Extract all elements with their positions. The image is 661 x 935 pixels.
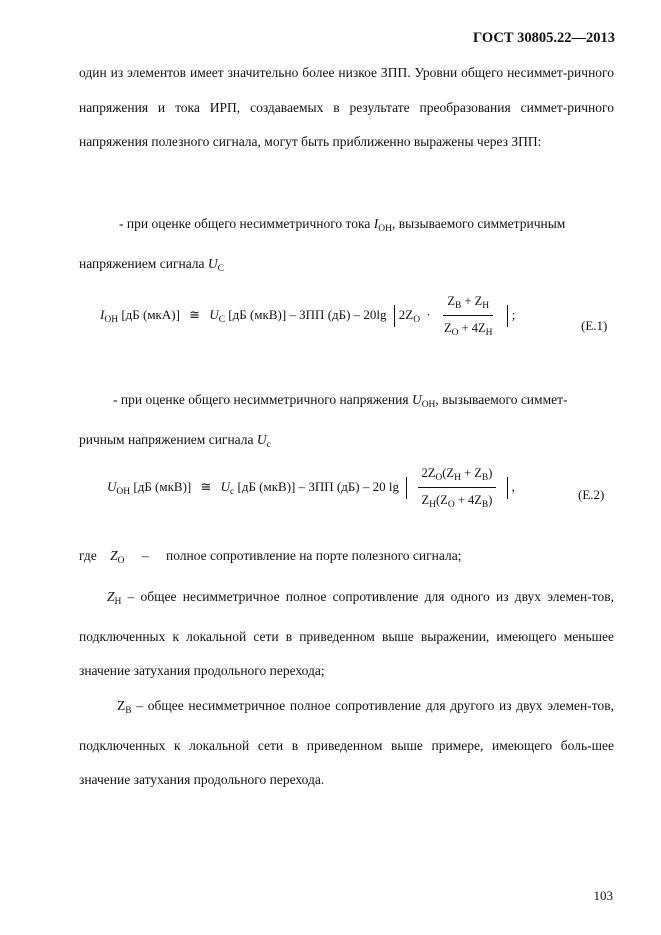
where-z0-sub: O (117, 556, 125, 566)
zh-text: – общее несимметричное полное сопротивление для одного из двух элемен-тов, подключенных к локальной сети в приведенном выше выражении, имеющего меньшее значение затухания продольного перехода; (79, 589, 614, 678)
eq2-numerator (418, 466, 497, 488)
case2-line2-text: ричным напряжением сигнала (79, 431, 257, 447)
eq2-num-sub2: Н (454, 473, 461, 483)
equation-e2 (107, 466, 515, 510)
eq1-u-sub: С (218, 314, 226, 325)
where-line (79, 548, 462, 566)
eq2-den-a: Z (421, 493, 430, 507)
eq1-abs-close (507, 305, 508, 327)
eq1-pre: 2Z (398, 306, 414, 322)
eq2-den-b: (Z (436, 493, 448, 507)
document-header: ГОСТ 30805.22—2013 (473, 30, 615, 46)
case1-line2 (79, 247, 224, 287)
zh-definition-text (79, 580, 614, 689)
zh-definition (79, 580, 614, 689)
where-label: где (79, 548, 97, 563)
eq1-denominator (440, 316, 497, 338)
case2-line2 (79, 423, 271, 463)
eq1-num-mid: + Z (461, 294, 483, 308)
eq2-num-sub1: O (435, 473, 443, 483)
eq1-u-unit: [дБ (мкВ)] – ЗПП (дБ) – 20lg (228, 306, 387, 322)
eq1-num-sub1: В (455, 301, 462, 311)
zv-definition-text (79, 689, 614, 798)
eq2-u-sub: с (230, 486, 235, 497)
zv-sub: В (125, 706, 132, 716)
eq1-lhs-unit: [дБ (мкА)] (121, 306, 180, 322)
eq2-num-a: 2Z (421, 466, 436, 480)
case1-tail: , вызываемого симметричным (391, 216, 566, 231)
eq2-num-sub3: В (481, 473, 489, 483)
case2-symbol-sub: ОН (421, 400, 436, 410)
eq1-number: (Е.1) (581, 318, 608, 333)
where-z0-desc: полное сопротивление на порте полезного сигнала; (166, 548, 462, 563)
case2-lead: - при оценке общего несимметричного напряжения (113, 392, 412, 407)
eq1-fraction (440, 294, 497, 338)
zh-sub: Н (114, 597, 122, 607)
eq1-den-sub2: Н (485, 328, 493, 338)
eq1-approx: ≅ (189, 306, 201, 322)
case1-line2-symbol: U (207, 255, 218, 271)
eq1-num-z: Z (447, 294, 455, 308)
eq1-lhs-sub: ОН (104, 314, 119, 325)
eq1-den-sub1: O (451, 328, 459, 338)
eq1-u-symbol: U (209, 306, 219, 322)
paragraph-intro (79, 56, 614, 160)
eq1-lhs-symbol: I (100, 306, 105, 322)
case1-line2-sub: С (217, 263, 225, 274)
case2-line2-symbol: U (256, 431, 267, 447)
eq2-den-sub3: В (481, 500, 489, 510)
case1-symbol-sub: ОН (378, 224, 392, 234)
eq2-u-symbol: U (220, 478, 231, 494)
case1-symbol: I (373, 216, 379, 231)
case2-tail: , вызываемого симмет- (435, 392, 568, 407)
eq1-num-sub2: Н (482, 301, 490, 311)
eq1-den-mid: + 4Z (458, 321, 486, 335)
where-dash: – (141, 548, 149, 563)
zv-text: – общее несимметричное полное сопротивление для другого из двух элемен-тов, подключенных к локальной сети в приведенном выше примере, имеющего боль-шее значение затухания продольного перехода. (79, 698, 614, 787)
where-z0: Z (110, 548, 118, 563)
paragraph-intro-text: один из элементов имеет значительно более низкое ЗПП. Уровни общего несиммет-ричного напряжения и тока ИРП, создаваемых в результате преобразования симмет-ричного напряжения полезного сигнала, могут быть приближенно выражены через ЗПП: (79, 65, 614, 149)
case2-line2-sub: с (266, 439, 271, 450)
eq2-number: (Е.2) (578, 487, 605, 502)
eq2-lhs-unit: [дБ (мкВ)] (133, 478, 192, 494)
eq2-denominator (418, 488, 497, 510)
eq2-end: , (511, 478, 515, 494)
eq2-abs-close (507, 477, 508, 499)
eq1-abs-open (394, 305, 395, 327)
eq2-den-sub1: Н (429, 500, 437, 510)
case1-lead: - при оценке общего несимметричного тока (119, 216, 374, 231)
eq1-numerator (443, 294, 493, 316)
eq2-u-unit: [дБ (мкВ)] – ЗПП (дБ) – 20 lg (237, 478, 399, 494)
case1-line2-text: напряжением сигнала (79, 255, 208, 271)
eq2-den-c: + 4Z (454, 493, 482, 507)
zv-symbol: Z (117, 698, 126, 713)
eq2-lhs-symbol: U (107, 478, 117, 494)
page-number: 103 (593, 888, 613, 903)
eq1-end: ; (511, 306, 516, 322)
eq2-approx: ≅ (200, 478, 212, 494)
eq2-num-c: + Z (460, 466, 482, 480)
case1-paragraph (79, 207, 614, 286)
eq2-lhs-sub: ОН (116, 486, 131, 497)
case2-paragraph (79, 383, 614, 462)
eq2-den-end: ) (488, 493, 493, 507)
eq2-den-sub2: O (447, 500, 455, 510)
zh-symbol: Z (107, 589, 115, 604)
eq1-pre-sub: O (413, 314, 421, 325)
case2-symbol: U (411, 392, 422, 407)
eq2-abs-open (406, 477, 407, 499)
eq2-fraction (418, 466, 497, 510)
zv-definition (79, 689, 614, 798)
eq2-num-end: ) (488, 466, 493, 480)
eq1-dot: · (426, 306, 431, 322)
equation-e1 (100, 294, 515, 338)
eq2-num-b: (Z (442, 466, 455, 480)
eq1-den-z: Z (443, 321, 452, 335)
